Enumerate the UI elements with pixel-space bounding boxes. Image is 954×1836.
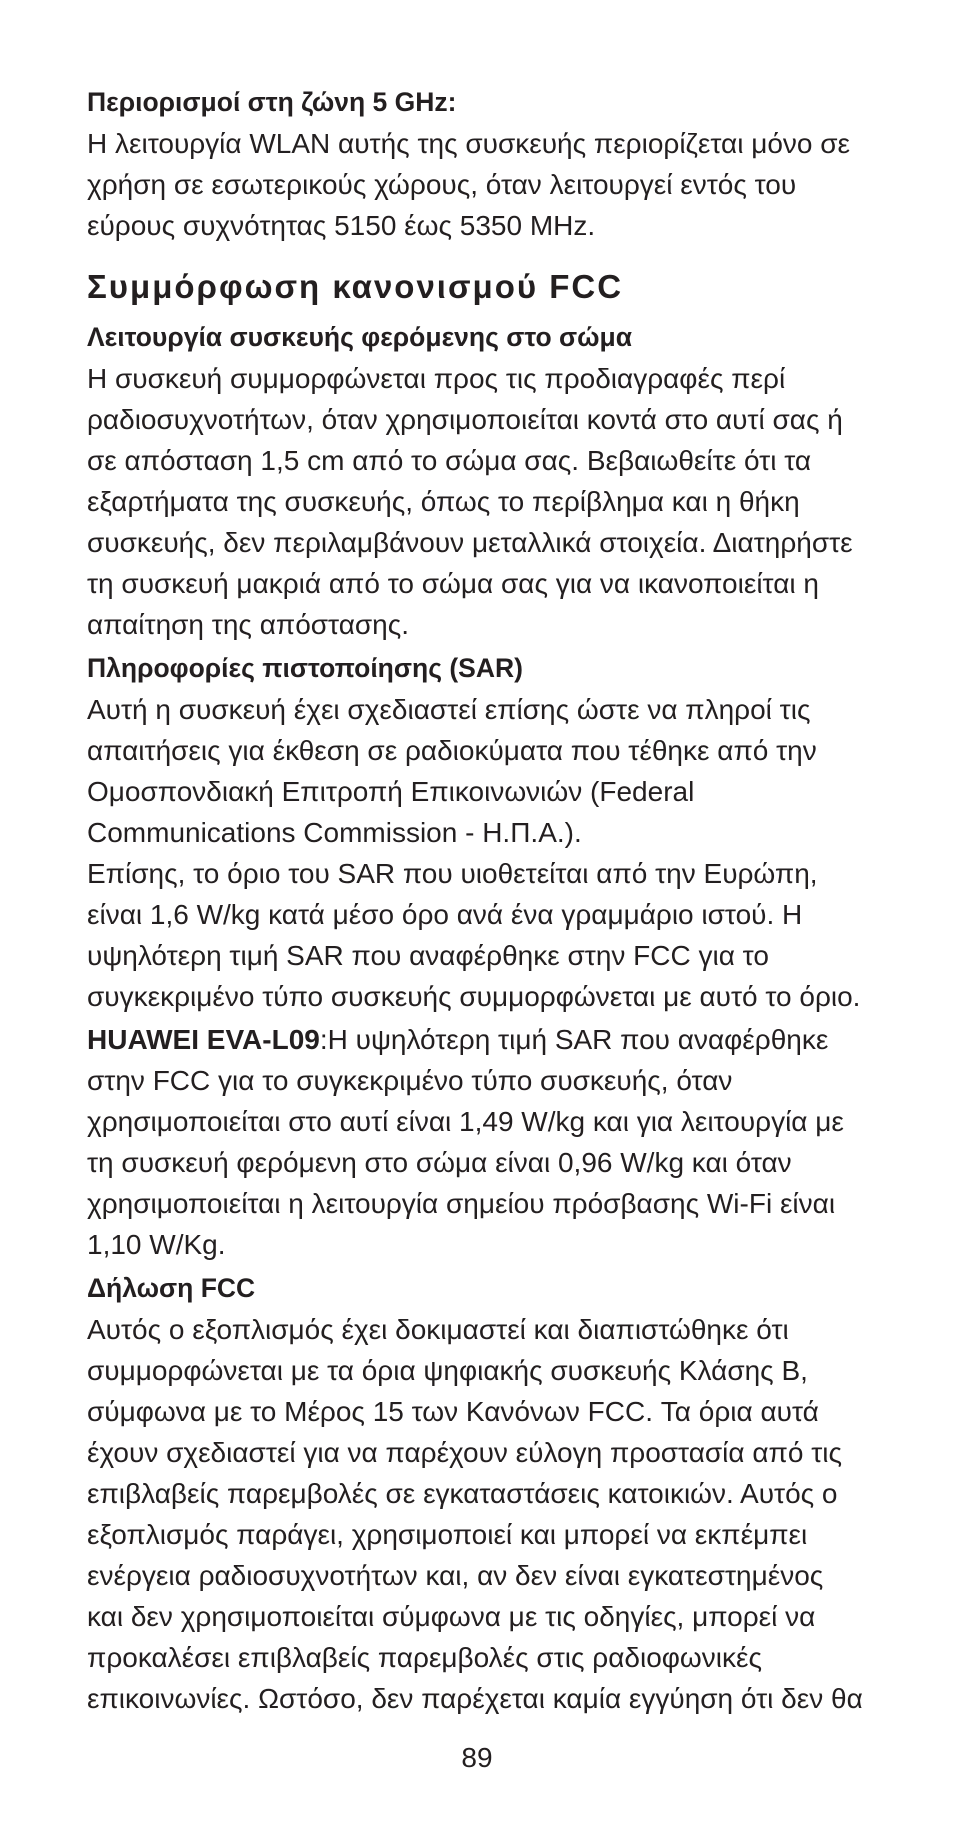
heading-fcc-statement: Δήλωση FCC (87, 1273, 256, 1303)
text-line: Communications Commission - Η.Π.Α.). (87, 817, 582, 848)
text-line: συμμορφώνεται με τα όρια ψηφιακής συσκευής Κλάσης Β, (87, 1355, 808, 1386)
page-number: 89 (461, 1742, 493, 1773)
text-line: υψηλότερη τιμή SAR που αναφέρθηκε στην FCC για το (87, 940, 769, 971)
text-line: τη συσκευή μακριά από το σώμα σας για να ικανοποιείται η (87, 568, 819, 599)
text-line: ραδιοσυχνοτήτων, όταν χρησιμοποιείται κοντά στο αυτί σας ή (87, 404, 843, 435)
section-title-fcc-compliance: Συμμόρφωση κανονισμού FCC (87, 268, 624, 305)
text-line: Αυτός ο εξοπλισμός έχει δοκιμαστεί και διαπιστώθηκε ότι (87, 1314, 789, 1345)
paragraph-sar-europe-limit (87, 853, 907, 1017)
text-line: απαιτήσεις για έκθεση σε ραδιοκύματα που τέθηκε από την (87, 735, 817, 766)
text-line: επιβλαβείς παρεμβολές σε εγκαταστάσεις κατοικιών. Αυτός ο (87, 1478, 838, 1509)
text-line: σύμφωνα με το Μέρος 15 των Κανόνων FCC. Τα όρια αυτά (87, 1396, 819, 1427)
text-line: χρησιμοποιείται η λειτουργία σημείου πρόσβασης Wi-Fi είναι (87, 1188, 836, 1219)
paragraph-5ghz (87, 123, 907, 246)
text-line: τη συσκευή φερόμενη στο σώμα είναι 0,96 W/kg και όταν (87, 1147, 792, 1178)
text-line: στην FCC για το συγκεκριμένο τύπο συσκευής, όταν (87, 1065, 733, 1096)
paragraph-fcc-statement (87, 1309, 907, 1719)
text-line: Η συσκευή συμμορφώνεται προς τις προδιαγραφές περί (87, 363, 786, 394)
text-line: είναι 1,6 W/kg κατά μέσο όρο ανά ένα γραμμάριο ιστού. Η (87, 899, 803, 930)
text-line: ενέργεια ραδιοσυχνοτήτων και, αν δεν είναι εγκατεστημένος (87, 1560, 824, 1591)
text-line: Η λειτουργία WLAN αυτής της συσκευής περιορίζεται μόνο σε (87, 128, 851, 159)
text-line (87, 1019, 907, 1060)
text-line: έχουν σχεδιαστεί για να παρέχουν εύλογη προστασία από τις (87, 1437, 843, 1468)
text-line: εξοπλισμός παράγει, χρησιμοποιεί και μπορεί να εκπέμπει (87, 1519, 808, 1550)
text-line: εξαρτήματα της συσκευής, όπως το περίβλημα και η θήκη (87, 486, 800, 517)
text-line: σε απόσταση 1,5 cm από το σώμα σας. Βεβαιωθείτε ότι τα (87, 445, 812, 476)
text-line: Ομοσπονδιακή Επιτροπή Επικοινωνιών (Federal (87, 776, 695, 807)
text-line: και δεν χρησιμοποιείται σύμφωνα με τις οδηγίες, μπορεί να (87, 1601, 816, 1632)
heading-body-worn-operation: Λειτουργία συσκευής φερόμενης στο σώμα (87, 322, 633, 352)
text-line: χρήση σε εσωτερικούς χώρους, όταν λειτουργεί εντός του (87, 169, 797, 200)
heading-sar-certification: Πληροφορίες πιστοποίησης (SAR) (87, 653, 523, 683)
text-line: χρησιμοποιείται στο αυτί είναι 1,49 W/kg και για λειτουργία με (87, 1106, 844, 1137)
heading-5ghz-restrictions: Περιορισμοί στη ζώνη 5 GHz: (87, 87, 457, 117)
paragraph-sar-model-values (87, 1019, 907, 1265)
paragraph-body-worn (87, 358, 907, 645)
text-line: Επίσης, το όριο του SAR που υιοθετείται από την Ευρώπη, (87, 858, 818, 889)
text-line: προκαλέσει επιβλαβείς παρεμβολές στις ραδιοφωνικές (87, 1642, 762, 1673)
model-name: HUAWEI EVA-L09 (87, 1024, 320, 1055)
text-line: εύρους συχνότητας 5150 έως 5350 MHz. (87, 210, 596, 241)
document-page (87, 82, 907, 1719)
text-line: Αυτή η συσκευή έχει σχεδιαστεί επίσης ώστε να πληροί τις (87, 694, 811, 725)
text-line: συσκευής, δεν περιλαμβάνουν μεταλλικά στοιχεία. Διατηρήστε (87, 527, 853, 558)
text-line: απαίτηση της απόστασης. (87, 609, 410, 640)
text-line: συγκεκριμένο τύπο συσκευής συμμορφώνεται με αυτό το όριο. (87, 981, 861, 1012)
model-sar-intro: :Η υψηλότερη τιμή SAR που αναφέρθηκε (319, 1024, 829, 1055)
text-line: 1,10 W/Kg. (87, 1229, 226, 1260)
paragraph-sar-fcc-exposure (87, 689, 907, 853)
text-line: επικοινωνίες. Ωστόσο, δεν παρέχεται καμία εγγύηση ότι δεν θα (87, 1683, 863, 1714)
